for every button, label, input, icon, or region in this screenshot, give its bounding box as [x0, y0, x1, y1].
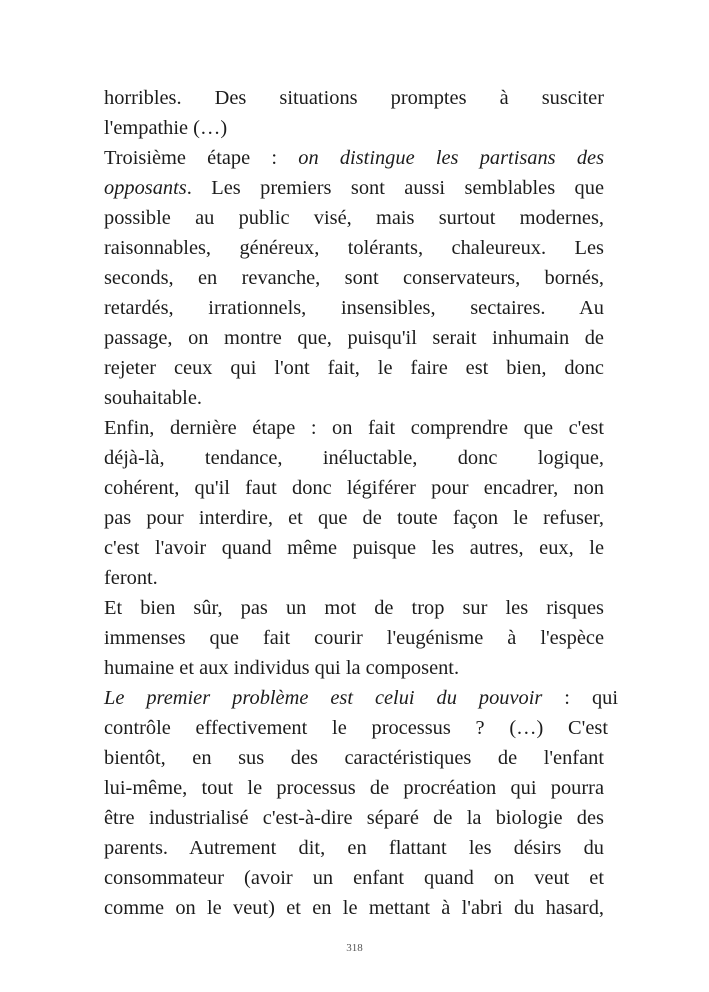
paragraph: [104, 83, 604, 143]
text-segment: horribles. Des situations promptes à susciter: [104, 87, 604, 109]
text-segment: comme on le veut) et en le mettant à l'abri du hasard,: [104, 897, 604, 919]
text-line: [104, 473, 604, 503]
text-line: [104, 833, 604, 863]
paragraph: [104, 683, 618, 923]
text-segment: retardés, irrationnels, insensibles, sectaires. Au: [104, 297, 604, 319]
text-line: [104, 623, 604, 653]
text-line: [104, 563, 604, 593]
text-segment: souhaitable.: [104, 387, 202, 409]
text-line: [104, 803, 604, 833]
text-segment: : qui: [542, 687, 618, 709]
text-line: [104, 773, 604, 803]
text-segment: parents. Autrement dit, en flattant les désirs du: [104, 837, 604, 859]
text-segment: immenses que fait courir l'eugénisme à l'espèce: [104, 627, 604, 649]
text-line: [104, 533, 604, 563]
text-line: [104, 713, 608, 743]
text-line: [104, 233, 604, 263]
text-segment: lui-même, tout le processus de procréation qui pourra: [104, 777, 604, 799]
text-segment: l'empathie (…): [104, 117, 228, 139]
text-segment: Enfin, dernière étape : on fait comprendre que c'est: [104, 417, 604, 439]
text-line: [104, 263, 604, 293]
text-segment: consommateur (avoir un enfant quand on veut et: [104, 867, 604, 889]
text-segment: être industrialisé c'est-à-dire séparé de la biologie des: [104, 807, 604, 829]
italic-text: on distingue les partisans des: [298, 147, 605, 169]
paragraph: [104, 143, 604, 413]
text-line: [104, 353, 604, 383]
text-segment: pas pour interdire, et que de toute façon le refuser,: [104, 507, 604, 529]
text-line: [104, 653, 604, 683]
text-line: [104, 323, 604, 353]
text-line: [104, 863, 604, 893]
paragraph: [104, 413, 604, 593]
text-line: [104, 113, 604, 143]
text-line: [104, 593, 604, 623]
text-line: [104, 293, 604, 323]
text-segment: c'est l'avoir quand même puisque les autres, eux, le: [104, 537, 604, 559]
text-segment: contrôle effectivement le processus ? (…) C'est: [104, 717, 608, 739]
text-line: [104, 383, 604, 413]
text-line: [104, 413, 604, 443]
paragraph: [104, 593, 604, 683]
text-segment: rejeter ceux qui l'ont fait, le faire est bien, donc: [104, 357, 604, 379]
italic-text: Le premier problème est celui du pouvoir: [104, 687, 543, 709]
text-line: [104, 743, 604, 773]
text-segment: seconds, en revanche, sont conservateurs, bornés,: [104, 267, 604, 289]
text-segment: . Les premiers sont aussi semblables que: [186, 177, 604, 199]
text-segment: feront.: [104, 567, 158, 589]
text-line: [104, 203, 604, 233]
text-segment: Et bien sûr, pas un mot de trop sur les risques: [104, 597, 604, 619]
text-line: [104, 443, 604, 473]
body-text: [104, 83, 618, 923]
page-number: 318: [346, 942, 363, 954]
text-line: [104, 143, 604, 173]
text-segment: passage, on montre que, puisqu'il serait inhumain de: [104, 327, 604, 349]
text-line: [104, 893, 604, 923]
text-segment: humaine et aux individus qui la composent.: [104, 657, 460, 679]
text-segment: cohérent, qu'il faut donc légiférer pour encadrer, non: [104, 477, 604, 499]
text-segment: déjà-là, tendance, inéluctable, donc logique,: [104, 447, 604, 469]
text-segment: possible au public visé, mais surtout modernes,: [104, 207, 604, 229]
text-segment: bientôt, en sus des caractéristiques de l'enfant: [104, 747, 604, 769]
text-segment: raisonnables, généreux, tolérants, chaleureux. Les: [104, 237, 604, 259]
text-line: [104, 683, 618, 713]
text-segment: Troisième étape :: [104, 147, 299, 169]
italic-text: opposants: [104, 177, 187, 199]
text-line: [104, 173, 604, 203]
text-line: [104, 83, 604, 113]
text-line: [104, 503, 604, 533]
